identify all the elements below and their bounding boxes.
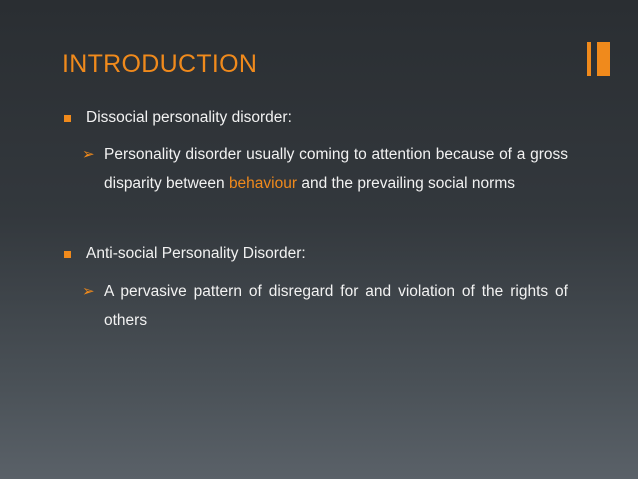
sub-bullet-text: A pervasive pattern of disregard for and violation of the rights of others — [104, 283, 568, 329]
bullet-heading: Dissocial personality disorder: — [86, 109, 292, 126]
arrow-bullet-icon: ➢ — [82, 283, 95, 300]
square-bullet-icon — [64, 115, 71, 122]
sub-bullet-item-2 — [82, 277, 568, 335]
square-bullet-icon — [64, 251, 71, 258]
sub-bullet-text: Personality disorder usually coming to attention because of a gross disparity between behaviour and the prevailing social norms — [104, 146, 568, 192]
sub-bullet-item-1 — [82, 140, 568, 198]
bullet-heading: Anti-social Personality Disorder: — [86, 245, 306, 262]
slide-title: INTRODUCTION — [62, 50, 258, 78]
logo-bar-thick — [597, 42, 610, 76]
arrow-bullet-icon: ➢ — [82, 146, 95, 163]
logo-bar-thin — [587, 42, 591, 76]
highlighted-word: behaviour — [228, 175, 298, 192]
